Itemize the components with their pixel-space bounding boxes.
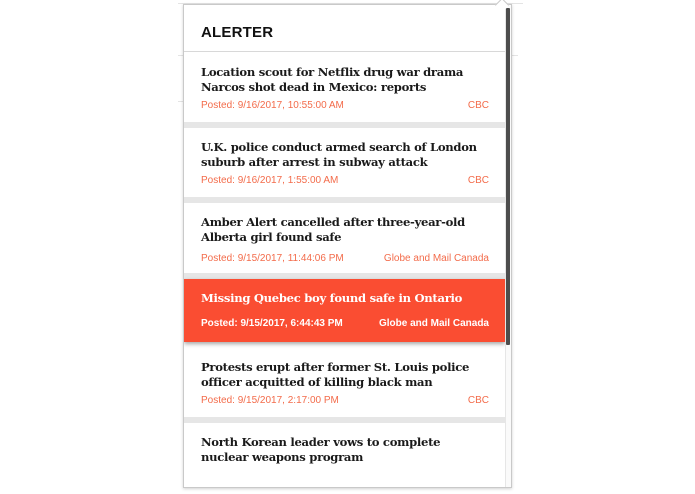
alert-posted-time: Posted: 9/16/2017, 1:55:00 AM [201,175,339,186]
alert-headline: Missing Quebec boy found safe in Ontario [201,291,463,305]
alert-meta [201,395,489,406]
alert-item[interactable] [184,52,505,128]
alert-item-selected[interactable] [184,279,505,342]
alert-source: Globe and Mail Canada [378,318,489,329]
alert-headline: U.K. police conduct armed search of London suburb after arrest in subway attack [201,140,477,169]
scrollbar[interactable] [505,5,511,487]
alert-item[interactable] [184,348,505,423]
alert-posted-time: Posted: 9/15/2017, 11:44:06 PM [201,253,344,264]
alert-meta [201,253,489,264]
background-divider [512,55,518,56]
alert-posted-time: Posted: 9/15/2017, 2:17:00 PM [201,395,339,406]
alert-headline: Amber Alert cancelled after three-year-old Alberta girl found safe [201,215,465,244]
alert-source: CBC [467,100,489,111]
alert-list-scroll-area[interactable] [184,5,505,487]
alert-item[interactable] [184,128,505,203]
alert-headline: Protests erupt after former St. Louis police officer acquitted of killing black man [201,360,470,389]
alert-headline: Location scout for Netflix drug war drama Narcos shot dead in Mexico: reports [201,65,464,94]
scrollbar-thumb[interactable] [506,8,510,345]
alert-meta [201,318,489,329]
alert-item[interactable] [184,423,505,487]
alert-posted-time: Posted: 9/15/2017, 6:44:43 PM [201,318,343,329]
popup-title: ALERTER [201,24,274,41]
alert-meta [201,175,489,186]
alerter-popup [183,4,512,488]
alert-source: Globe and Mail Canada [383,253,489,264]
popup-header [184,5,505,52]
alert-item[interactable] [184,203,505,273]
alert-posted-time: Posted: 9/16/2017, 10:55:00 AM [201,100,344,111]
alert-source: CBC [467,175,489,186]
alert-meta [201,100,489,111]
alert-source: CBC [467,395,489,406]
alert-headline: North Korean leader vows to complete nuclear weapons program [201,435,441,464]
